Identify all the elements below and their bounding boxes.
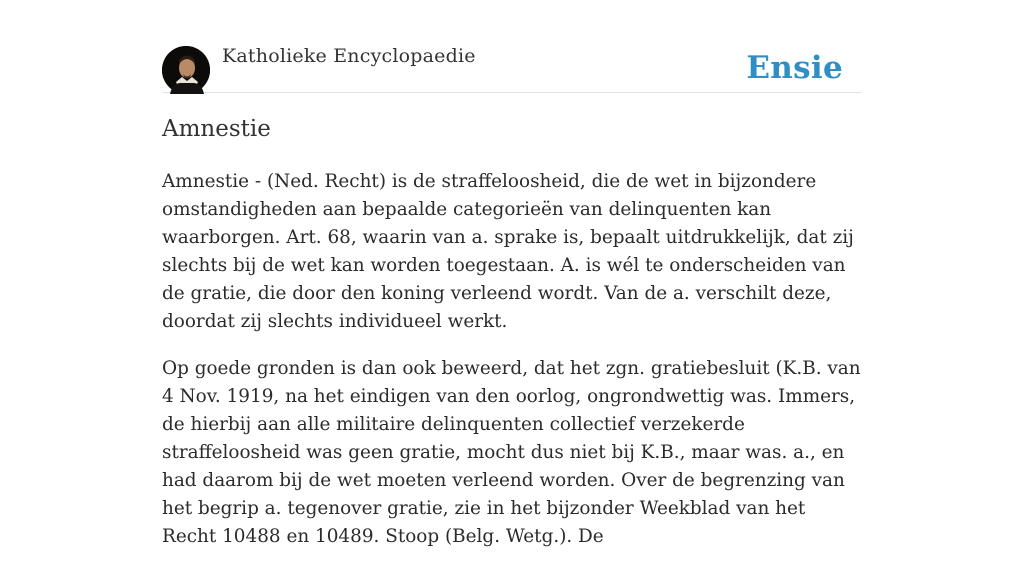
portrait-avatar-icon[interactable] xyxy=(162,46,210,94)
article-body xyxy=(162,168,862,570)
site-name[interactable]: Katholieke Encyclopaedie xyxy=(222,45,476,67)
article-paragraph: Amnestie - (Ned. Recht) is de straffeloosheid, die de wet in bijzondere omstandigheden aan bepaalde categorieën van delinquenten kan waarborgen. Art. 68, waarin van a. sprake is, bepaalt uitdrukkelijk, dat zij slechts bij de wet kan worden toegestaan. A. is wél te onderscheiden van de gratie, die door den koning verleend wordt. Van de a. verschilt deze, doordat zij slechts individueel werkt. xyxy=(162,171,854,332)
article-title: Amnestie xyxy=(162,116,271,142)
page-container xyxy=(162,0,862,547)
article-paragraph: Op goede gronden is dan ook beweerd, dat het zgn. gratiebesluit (K.B. van 4 Nov. 1919, na het eindigen van den oorlog, ongrondwettig was. Immers, de hierbij aan alle militaire delinquenten collectief verzekerde straffeloosheid was geen gratie, mocht dus niet bij K.B., maar was. a., en had daarom bij de wet moeten verleend worden. Over de begrenzing van het begrip a. tegenover gratie, zie in het bijzonder Weekblad van het Recht 10488 en 10489. Stoop (Belg. Wetg.). De xyxy=(162,358,861,547)
portrait-image xyxy=(162,46,210,94)
brand-logo[interactable]: Ensie xyxy=(746,50,843,86)
site-header xyxy=(162,0,862,93)
